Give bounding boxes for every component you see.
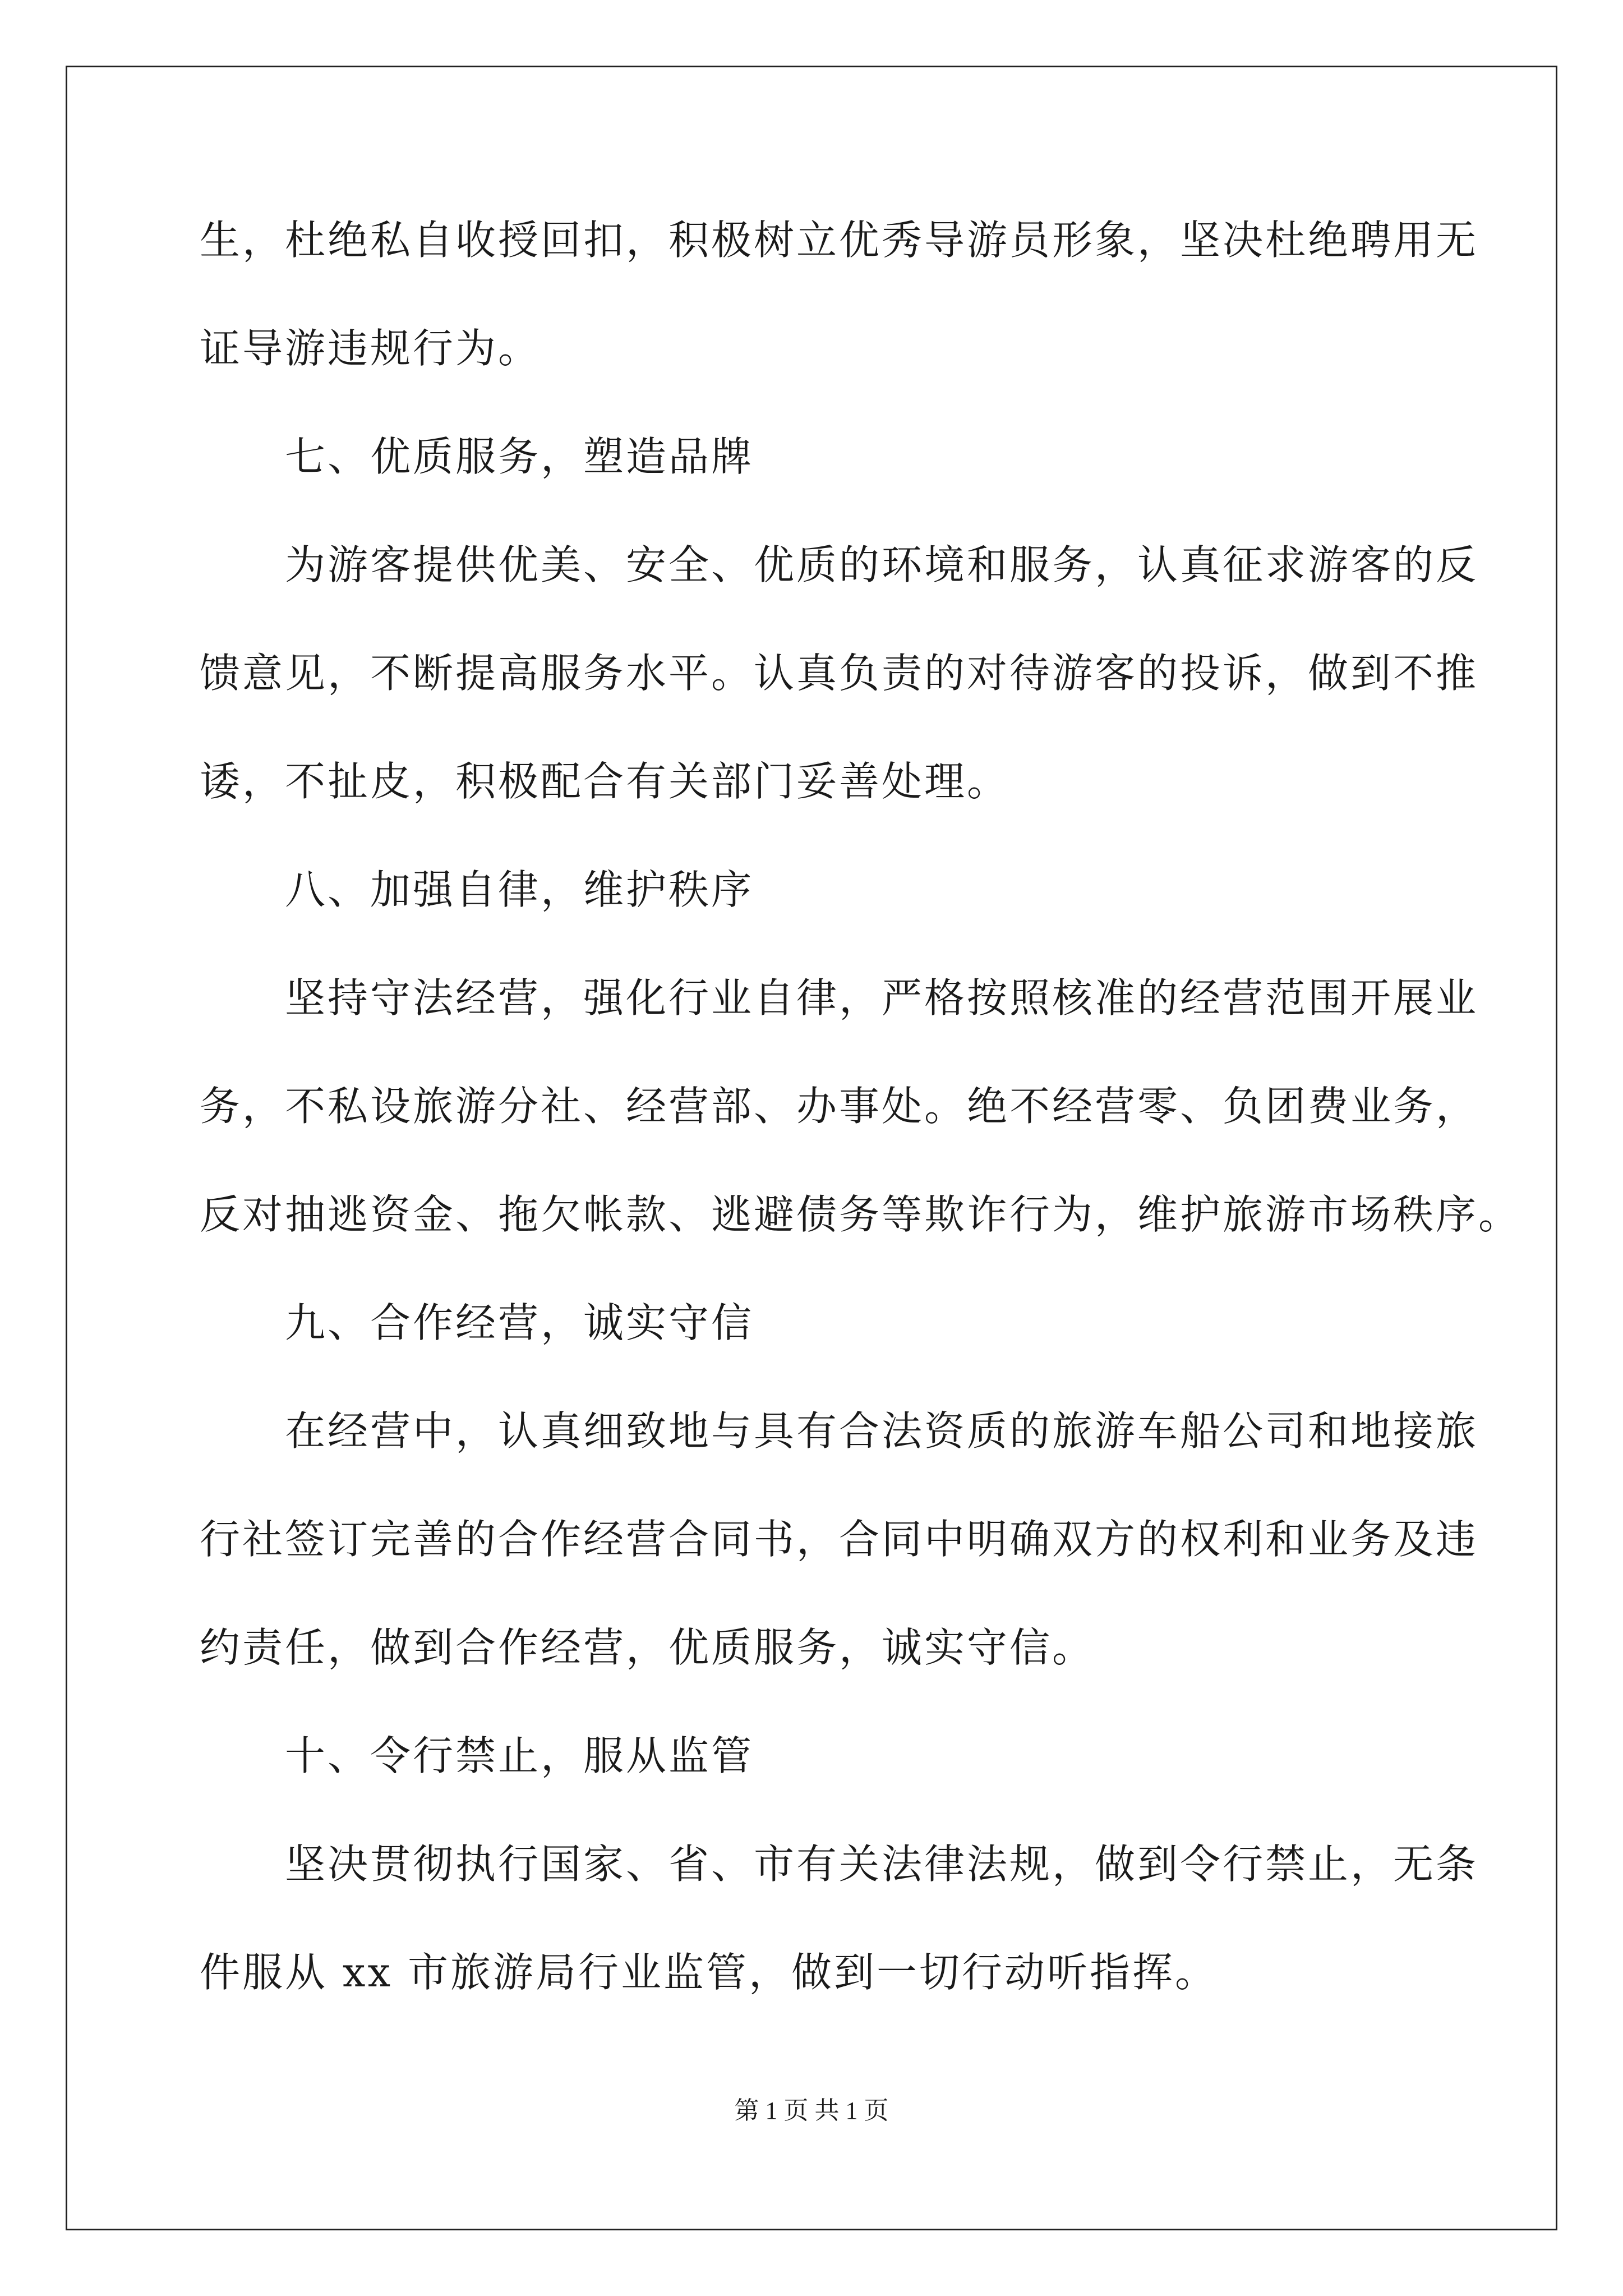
text-line: 行社签订完善的合作经营合同书，合同中明确双方的权利和业务及违 [200,1516,1479,1563]
text-line: 证导游违规行为。 [200,325,541,372]
section-heading: 十、令行禁止，服从监管 [285,1732,754,1779]
section-heading: 八、加强自律，维护秩序 [285,866,754,913]
text-line: 约责任，做到合作经营，优质服务，诚实守信。 [200,1624,1095,1671]
text-line: 生，杜绝私自收授回扣，积极树立优秀导游员形象，坚决杜绝聘用无 [200,217,1479,264]
text-line: 坚持守法经营，强化行业自律，严格按照核准的经营范围开展业 [285,974,1479,1022]
page-border [66,66,1557,2230]
text-line: 件服从 xx 市旅游局行业监管，做到一切行动听指挥。 [200,1949,1218,1996]
page-footer: 第 1 页 共 1 页 [734,2097,889,2124]
text-line: 在经营中，认真细致地与具有合法资质的旅游车船公司和地接旅 [285,1407,1479,1455]
text-line: 馈意见，不断提高服务水平。认真负责的对待游客的投诉，做到不推 [200,650,1479,697]
section-heading: 九、合作经营，诚实守信 [285,1299,754,1346]
text-line: 诿，不扯皮，积极配合有关部门妥善处理。 [200,758,1010,805]
text-line: 务，不私设旅游分社、经营部、办事处。绝不经营零、负团费业务， [200,1083,1479,1130]
section-heading: 七、优质服务，塑造品牌 [285,433,754,480]
text-line: 为游客提供优美、安全、优质的环境和服务，认真征求游客的反 [285,541,1479,588]
text-line: 坚决贯彻执行国家、省、市有关法律法规，做到令行禁止，无条 [285,1841,1479,1888]
text-line: 反对抽逃资金、拖欠帐款、逃避债务等欺诈行为，维护旅游市场秩序。 [200,1191,1521,1238]
